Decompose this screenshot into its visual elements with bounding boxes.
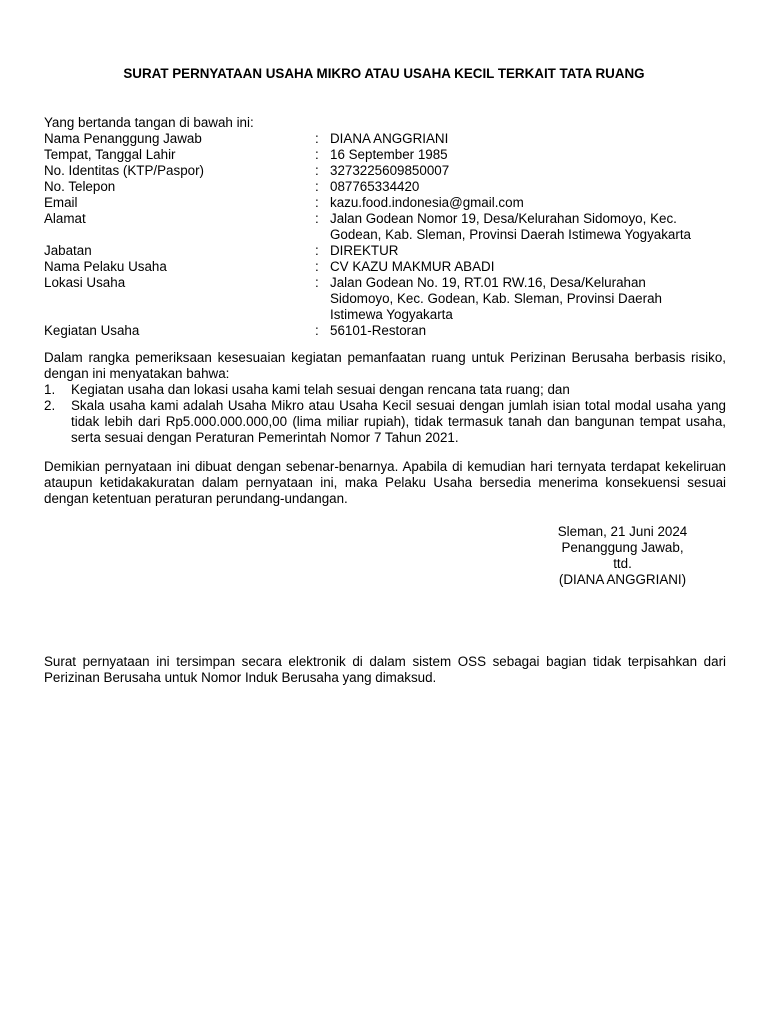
closing-paragraph: Demikian pernyataan ini dibuat dengan sebenar-benarnya. Apabila di kemudian hari ternyata terdapat kekeliruan ataupun ketidakakuratan dalam pernyataan ini, maka Pelaku Usaha bersedia menerima konsekuensi sesuai dengan ketentuan peraturan perundang-undangan. [44,459,726,506]
field-alamat [44,211,734,243]
list-text: Skala usaha kami adalah Usaha Mikro atau Usaha Kecil sesuai dengan jumlah isian total modal usaha yang tidak lebih dari Rp5.000.000.000,00 (lima miliar rupiah), tidak termasuk tanah dan bangunan tempat usaha, serta sesuai dengan Peraturan Pemerintah Nomor 7 Tahun 2021. [71,398,726,445]
field-value: kazu.food.indonesia@gmail.com [330,195,524,210]
field-label: Email [44,195,78,210]
field-colon: : [315,211,319,226]
footer-note: Surat pernyataan ini tersimpan secara elektronik di dalam sistem OSS sebagai bagian tidak terpisahkan dari Perizinan Berusaha untuk Nomor Induk Berusaha yang dimaksud. [44,654,726,685]
field-value: DIREKTUR [330,243,399,258]
identity-fields [44,131,734,339]
field-label: Kegiatan Usaha [44,323,140,338]
field-value: CV KAZU MAKMUR ABADI [330,259,495,274]
signature-place-date: Sleman, 21 Juni 2024 [557,524,688,539]
signature-block [530,524,715,588]
field-colon: : [315,259,319,274]
address-line-1: Jalan Godean Nomor 19, Desa/Kelurahan Sidomoyo, Kec. [330,211,677,226]
field-colon: : [315,179,319,194]
field-nama-penanggung-jawab [44,131,734,147]
field-label: Tempat, Tanggal Lahir [44,147,176,162]
document-title: SURAT PERNYATAAN USAHA MIKRO ATAU USAHA KECIL TERKAIT TATA RUANG [123,66,645,81]
field-colon: : [315,163,319,178]
field-value: 087765334420 [330,179,420,194]
field-tempat-tanggal-lahir [44,147,734,163]
signature-ttd: ttd. [613,556,632,571]
field-no-identitas [44,163,734,179]
field-colon: : [315,195,319,210]
field-label: Alamat [44,211,86,226]
field-value [330,211,734,243]
field-colon: : [315,243,319,258]
field-value: 56101-Restoran [330,323,427,338]
field-colon: : [315,323,319,338]
field-label: Lokasi Usaha [44,275,126,290]
list-item [44,398,726,446]
field-kegiatan-usaha [44,323,734,339]
field-lokasi-usaha [44,275,734,323]
field-nama-pelaku-usaha [44,259,734,275]
list-item [44,382,726,398]
signature-role: Penanggung Jawab, [561,540,684,555]
field-no-telepon [44,179,734,195]
field-label: Jabatan [44,243,92,258]
field-value: 3273225609850007 [330,163,450,178]
field-jabatan [44,243,734,259]
field-label: No. Identitas (KTP/Paspor) [44,163,205,178]
field-colon: : [315,147,319,162]
location-line-3: Istimewa Yogyakarta [330,307,453,322]
field-label: Nama Pelaku Usaha [44,259,167,274]
list-text: Kegiatan usaha dan lokasi usaha kami telah sesuai dengan rencana tata ruang; dan [71,382,570,397]
field-value: DIANA ANGGRIANI [330,131,449,146]
field-label: Nama Penanggung Jawab [44,131,202,146]
list-number: 2. [44,398,56,413]
statement-paragraph: Dalam rangka pemeriksaan kesesuaian kegiatan pemanfaatan ruang untuk Perizinan Berusaha berbasis risiko, dengan ini menyatakan bahwa: [44,350,726,381]
intro-text: Yang bertanda tangan di bawah ini: [44,115,254,130]
location-line-1: Jalan Godean No. 19, RT.01 RW.16, Desa/Kelurahan [330,275,646,290]
field-value: 16 September 1985 [330,147,448,162]
list-number: 1. [44,382,56,397]
signature-name: (DIANA ANGGRIANI) [558,572,687,587]
location-line-2: Sidomoyo, Kec. Godean, Kab. Sleman, Provinsi Daerah [330,291,662,306]
field-colon: : [315,275,319,290]
address-line-2: Godean, Kab. Sleman, Provinsi Daerah Istimewa Yogyakarta [330,227,692,242]
statement-list [44,382,726,446]
field-value [330,275,734,323]
field-label: No. Telepon [44,179,116,194]
field-colon: : [315,131,319,146]
field-email [44,195,734,211]
